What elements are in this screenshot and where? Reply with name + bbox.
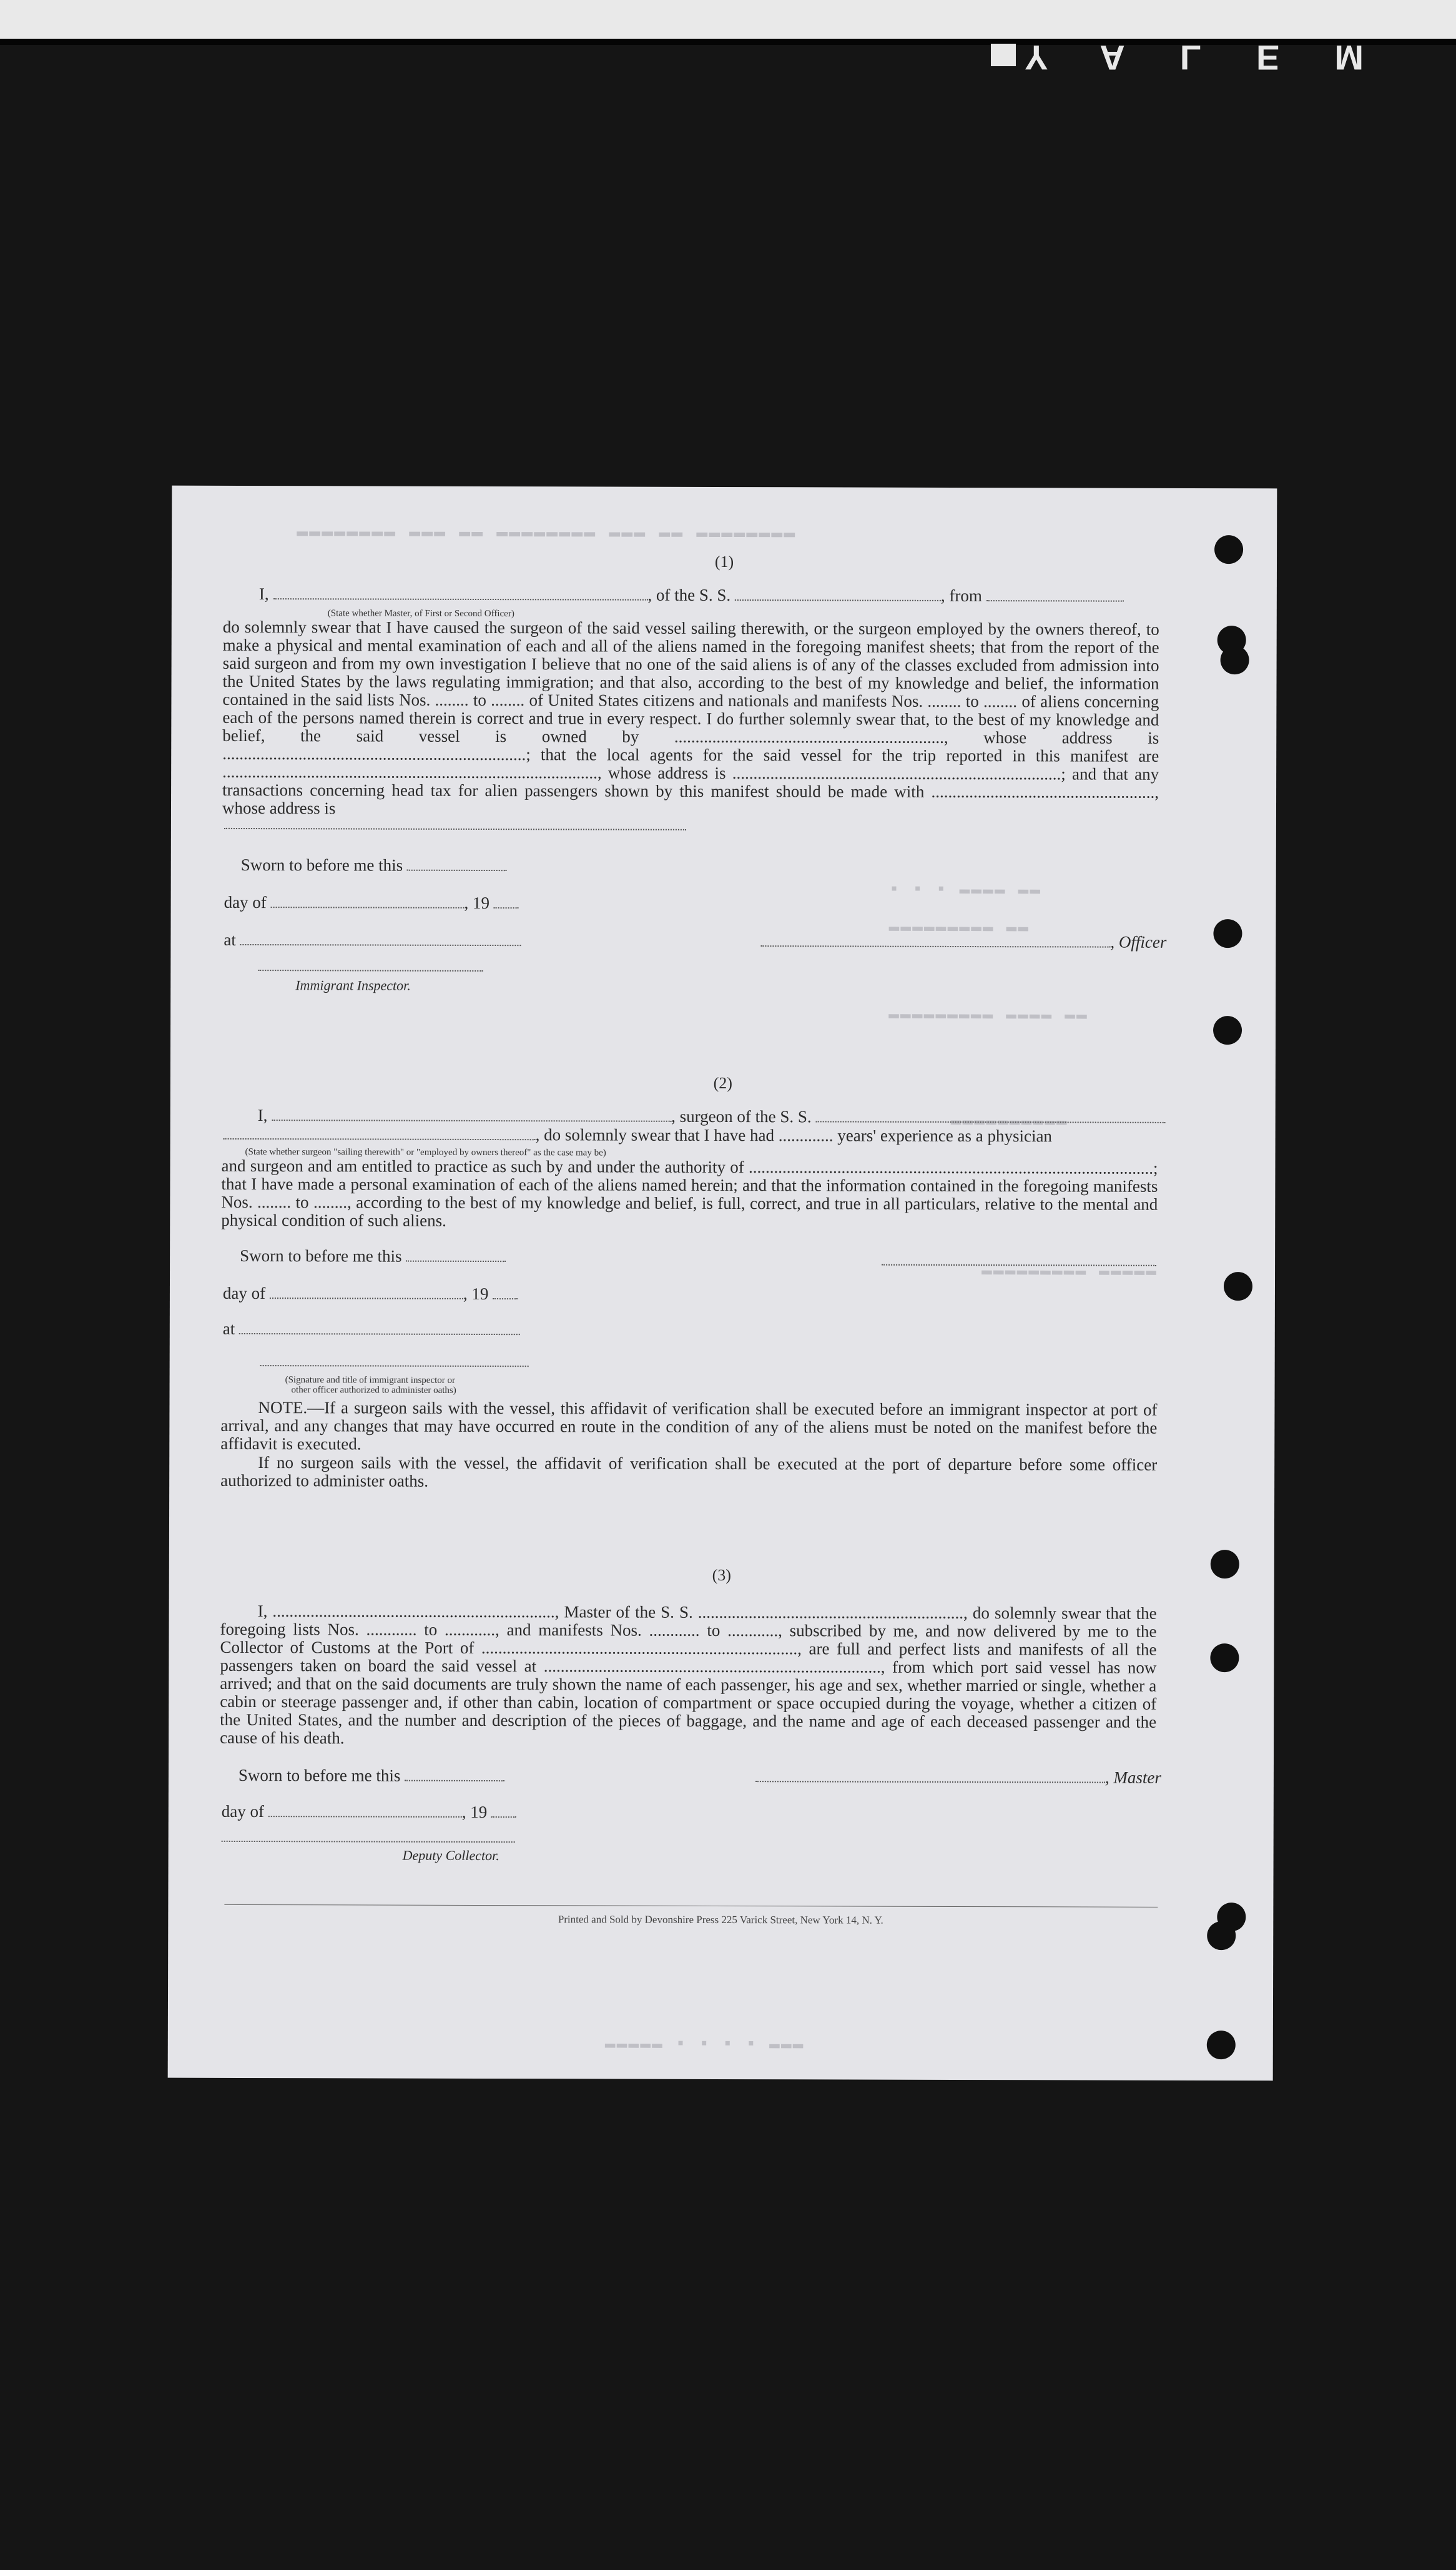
section-3-body: I, ..................................................................., Master of the S. S. ..............................................................., do solemnly swear that the foregoing lists Nos. ............ to ............, and manifests Nos. ............ to ............, subscribed by me, and now delivered by me to the Collector of Customs at the Port of ..........................................................................., are full and perfect lists and manifests of all the passengers taken on board the said vessel at ................................................................................, from which port said vessel has now arrived; and that on the said documents are truly shown the name of each passenger, his age and sex, whether married or single, whether a cabin or steerage passenger and, if other than cabin, location of compartment or space occupied during the voyage, whether a citizen of the United States, and the number and description of the pieces of baggage, and the name and age of each deceased passenger and the cause of his death. [220,1602,1157,1748]
section-1-body: do solemnly swear that I have caused the surgeon of the said vessel sailing therewith, or the surgeon employed by the owners thereof, to make a physical and mental examination of each and all of the aliens named in the foregoing manifest sheets; that from the report of the said surgeon and from my own investigation I believe that no one of the said aliens is of any of the classes excluded from admission into the United States by the laws regulating immigration; and that also, according to the best of my knowledge and belief, the information contained in the said lists Nos. ........ to ........ of United States citizens and nationals and manifests Nos. ........ to ........ of aliens concerning each of the persons named therein is correct and true in every respect. I do further solemnly swear that, to the best of my knowledge and belief, the said vessel is owned by ................................................................, whose address is ........................................................................; that the local agents for the said vessel for the trip reported in this manifest are ........................................................................................., whose address is ..............................................................................; and that any transactions concerning head tax for alien passengers shown by this manifest should be made with ....................................................., whose address is [222,617,1159,818]
section-3-sworn [239,1766,504,1785]
year-field-3[interactable] [491,1803,516,1818]
section-1-ss-label: , of the S. S. [647,585,731,605]
printer-footer: Printed and Sold by Devonshire Press 225 Varick Street, New York 14, N. Y. [558,1913,883,1926]
experience-text: , do solemnly swear that I have had ............. years' experience as a physician [535,1125,1053,1146]
film-header-band [0,0,1456,39]
section-3-number: (3) [712,1565,731,1585]
film-strip-code [991,39,1419,76]
day-of-label-3: day of [221,1801,265,1821]
master-label: , Master [1104,1768,1161,1787]
sworn-label-3: Sworn to before me this [238,1765,401,1785]
sworn-day-field[interactable] [407,856,507,871]
section-1-number: (1) [714,552,734,571]
at-label: at [224,930,236,949]
manifest-sheet [168,486,1277,2081]
month-field[interactable] [271,893,465,908]
surgeon-note: (State whether surgeon "sailing therewith" or "employed by owners thereof" as the case may be) [245,1146,606,1158]
section-1-from-label: , from [940,586,982,606]
section-2-ss-label: , surgeon of the S. S. [671,1106,812,1126]
place-field[interactable] [240,930,521,946]
section-2-body: and surgeon and am entitled to practice as such by and under the authority of ................................................................................................; that I have made a personal examination of each of the aliens named herein; and that the information contained in the foregoing manifests Nos. ........ to ........, according to the best of my knowledge and belief, is full, correct, and true in all particulars, relative to the mental and physical condition of such aliens. [221,1156,1158,1230]
section-1-sworn [241,855,507,875]
section-2-i: I, [257,1106,268,1125]
bleed-through-text: ▬▬▬▬▬▬▬▬▬▬ [950,1111,1068,1131]
officer-name-field[interactable] [273,584,647,601]
bleed-through-text: ▬▬▬▬▬ ▪ ▪ ▪ ▪ ▬▬▬ [604,2034,805,2055]
officer-label: , Officer [1110,932,1167,952]
bleed-through-text: ▬▬▬▬▬▬▬▬▬ ▬▬ [888,917,1030,938]
punch-hole [1213,1016,1242,1045]
section-2-at [223,1319,520,1339]
vessel-name-field[interactable] [735,586,941,601]
film-code-text: YALEM [1025,38,1419,77]
year-label-3: , 19 [461,1802,488,1822]
at-label-2: at [222,1319,235,1338]
section-1-i: I, [258,584,269,604]
year-label: , 19 [464,893,490,913]
sworn-label: Sworn to before me this [240,855,403,875]
section-1-at [224,930,521,950]
deputy-collector-label: Deputy Collector. [402,1847,499,1864]
section-2-line-2 [224,1125,1052,1145]
bleed-through-text: ▪ ▪ ▪ ▬▬▬▬ ▬▬ [888,880,1042,900]
sworn-day-field-2[interactable] [406,1247,506,1262]
collector-signature-line [222,1841,515,1843]
section-1-officer [760,932,1166,952]
surgeon-status-field[interactable] [224,1125,536,1140]
day-of-label-2: day of [222,1283,266,1303]
section-1-oath-line [259,584,1124,606]
section-1-day-of [224,893,519,912]
year-field-2[interactable] [493,1284,518,1299]
footer-rule [224,1904,1158,1908]
punch-hole [1224,1272,1252,1301]
section-2-sworn [240,1246,506,1266]
surgeon-vessel-field[interactable] [815,1107,1165,1123]
section-3-master [755,1767,1161,1787]
master-signature-field[interactable] [755,1767,1105,1783]
punch-hole [1221,646,1249,674]
punch-hole [1207,2031,1236,2059]
no-surgeon-paragraph: If no surgeon sails with the vessel, the affidavit of verification shall be executed at the port of departure before some officer authorized to administer oaths. [220,1453,1158,1490]
sworn-label-2: Sworn to before me this [240,1246,402,1266]
signature-line [224,828,686,830]
bleed-through-text: ▬▬▬▬▬▬▬▬▬ ▬▬▬▬▬ [981,1261,1158,1281]
immigrant-inspector-label: Immigrant Inspector. [295,977,411,993]
signature-note-1: (Signature and title of immigrant inspector or [285,1375,456,1386]
bleed-through-text: ▬▬▬▬▬▬▬▬ ▬▬▬ ▬▬ ▬▬▬▬▬▬▬▬ ▬▬▬ ▬▬ ▬▬▬▬▬▬▬▬ [297,521,797,544]
surgeon-name-field[interactable] [272,1106,671,1122]
film-block-mark [991,44,1016,66]
section-2-day-of [223,1284,518,1303]
inspector-signature-line-2 [260,1365,529,1367]
year-label-2: , 19 [463,1284,489,1304]
officer-note: (State whether Master, of First or Second Officer) [327,608,514,619]
punch-hole [1210,1643,1239,1672]
section-2-number: (2) [713,1073,733,1093]
port-from-field[interactable] [986,586,1124,602]
inspector-signature-line [258,970,483,972]
month-field-2[interactable] [270,1284,463,1299]
section-2-oath-line [258,1106,1166,1127]
signature-note-2: other officer authorized to administer oaths) [291,1385,456,1396]
surgeon-note-paragraph: NOTE.—If a surgeon sails with the vessel, this affidavit of verification shall be executed before an immigrant inspector at port of arrival, and any changes that may have occurred en route in the condition of any of the aliens must be noted on the manifest before the affidavit is executed. [220,1398,1158,1454]
day-of-label: day of [224,892,267,912]
section-3-day-of [222,1802,516,1821]
month-field-3[interactable] [268,1802,462,1818]
bleed-through-text: ▬▬▬▬▬▬▬▬▬ ▬▬▬▬ ▬▬ [888,1005,1088,1025]
officer-signature-field[interactable] [760,932,1110,947]
sworn-day-field-3[interactable] [405,1766,504,1781]
place-field-2[interactable] [239,1319,520,1335]
punch-hole [1213,919,1242,948]
year-field[interactable] [494,894,519,908]
